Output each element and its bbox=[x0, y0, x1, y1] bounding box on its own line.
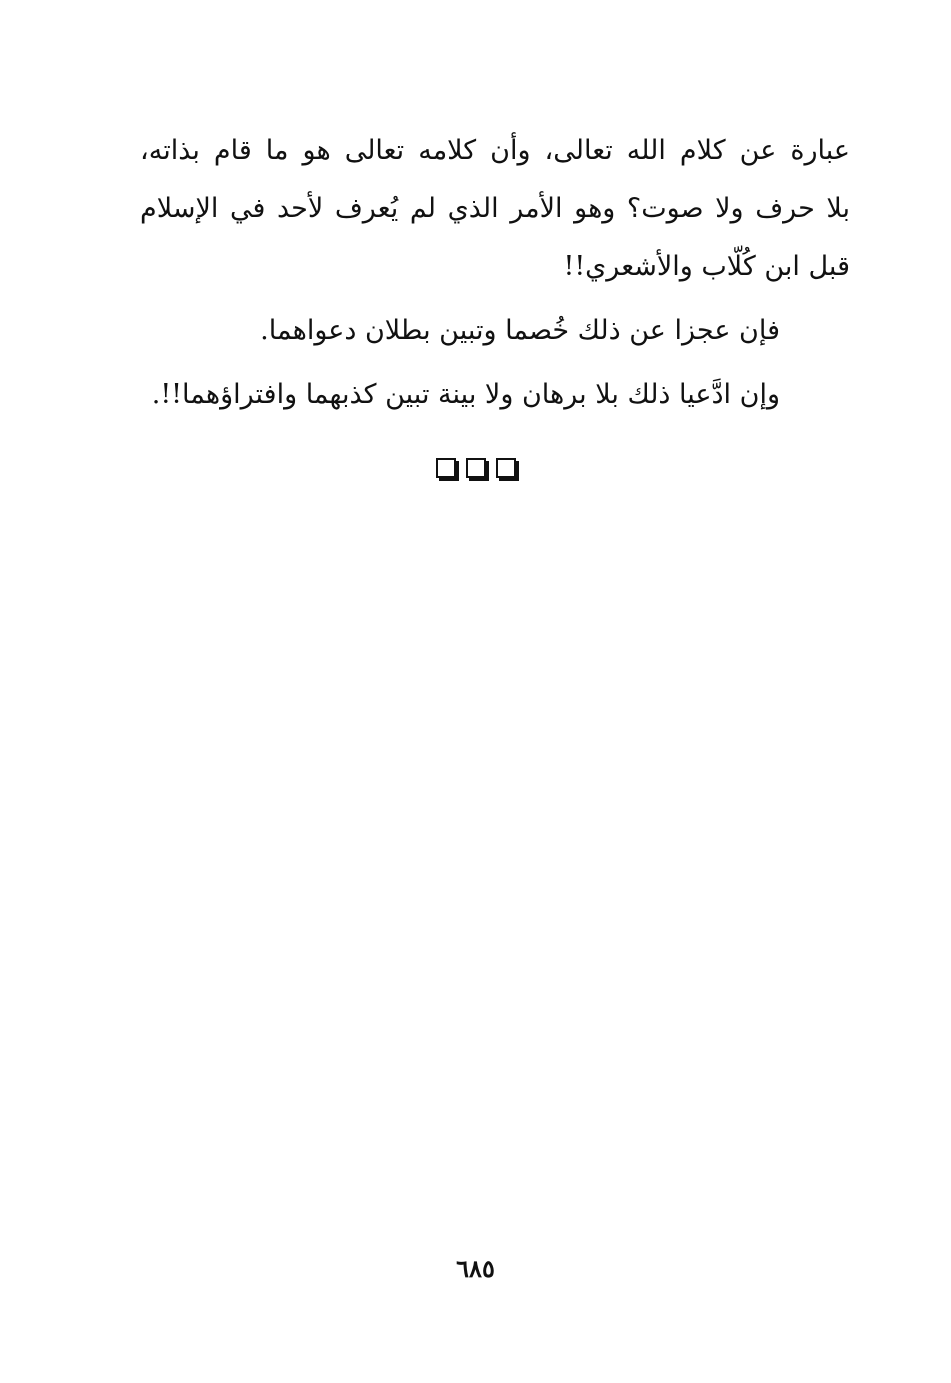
text-line-4: فإن عجزا عن ذلك خُصما وتبين بطلان دعواهما. bbox=[260, 315, 780, 346]
square-ornament-icon bbox=[436, 458, 456, 478]
text-line-2: بلا حرف ولا صوت؟ وهو الأمر الذي لم يُعرف لأحد في الإسلام bbox=[140, 193, 850, 224]
text-line-3: قبل ابن كُلّاب والأشعري!! bbox=[563, 251, 850, 282]
text-line-1: عبارة عن كلام الله تعالى، وأن كلامه تعالى هو ما قام بذاته، bbox=[140, 135, 850, 166]
section-separator bbox=[0, 458, 951, 478]
body-text bbox=[140, 122, 850, 424]
text-line-5: وإن ادَّعيا ذلك بلا برهان ولا بينة تبين كذبهما وافتراؤهما!!. bbox=[151, 379, 780, 410]
square-ornament-icon bbox=[466, 458, 486, 478]
square-ornament-icon bbox=[496, 458, 516, 478]
page-number: ٦٨٥ bbox=[456, 1254, 495, 1283]
